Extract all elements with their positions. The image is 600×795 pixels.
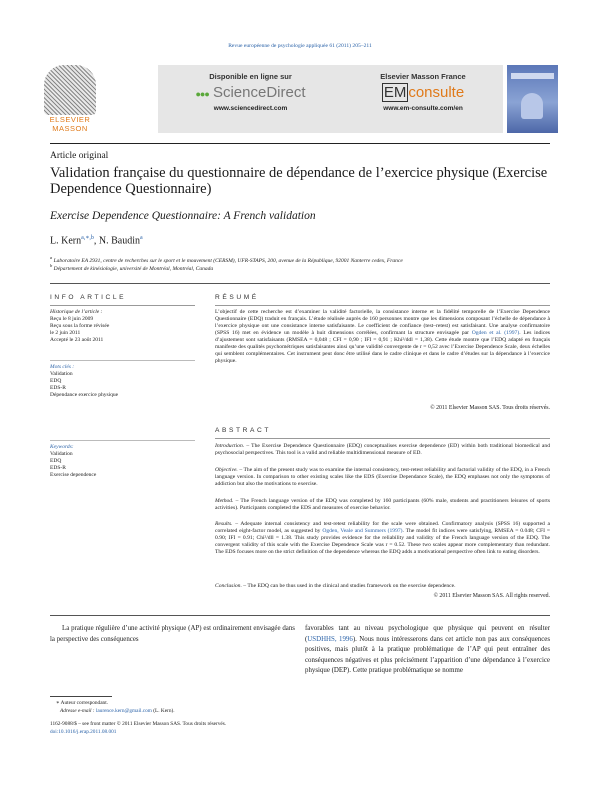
logo-text-elsevier: ELSEVIER (49, 115, 91, 124)
info-separator (50, 440, 195, 441)
abstract-intro: Introduction. – The Exercise Dependence Questionnaire (EDQ) conceptualises exercise dependence (ED) within both traditional biomedical and psychosocial perspectives. This tool is a valid and reliable multidimensional measure of ED. (215, 443, 550, 456)
elsevier-tree-icon (44, 65, 96, 115)
header-divider (50, 143, 550, 144)
em-consulte-logo: EM consulte (383, 84, 465, 101)
em-url-link[interactable]: www.em-consulte.com/en (383, 105, 463, 112)
mot-cle: Validation (50, 371, 73, 377)
keyword: EDS-R (50, 465, 66, 471)
sd-caption: Disponible en ligne sur (209, 72, 292, 81)
mots-cles (50, 364, 195, 399)
citation-link[interactable]: USDHHS, 1996 (307, 635, 353, 643)
citation-link[interactable]: Ogden, Veale and Summers (1997) (322, 528, 403, 534)
mot-cle: EDQ (50, 378, 62, 384)
cover-title-band (511, 73, 554, 79)
abstract-objective: Objective. – The aim of the present study was to examine the internal consistency, test-retest reliability and factorial validity of the EDQ, in a French language version. In comparison to other existing scales like the EDS (Exercise Dependance Scale), the EDQ emphases not only the symptoms of addiction but also the motivations to exercise. (215, 467, 550, 487)
body-left-column: La pratique régulière d’une activité physique (AP) est ordinairement envisagée dans la perspective des conséquences (50, 625, 295, 643)
issn-line: 1162-9088/$ – see front matter © 2011 Elsevier Masson SAS. Tous droits réservés. (50, 721, 227, 727)
article-title: Validation française du questionnaire de dépendance de l’exercice physique (Exercise Dependence Questionnaire) (50, 165, 548, 197)
author-kern-affil[interactable]: a,∗,b (81, 235, 94, 241)
keywords-label: Keywords: (50, 444, 74, 450)
footnote-email: Adresse e-mail : laurence.kern@gmail.com (L. Kern). (60, 708, 175, 714)
author-separator: , (93, 235, 99, 247)
history-item: Reçu sous la forme révisée (50, 323, 110, 329)
history-item: Accepté le 23 août 2011 (50, 337, 104, 343)
author-kern[interactable]: L. Kern (50, 235, 82, 247)
info-article-heading: INFO ARTICLE (50, 294, 127, 301)
resume-copyright: © 2011 Elsevier Masson SAS. Tous droits réservés. (430, 405, 550, 411)
resume-divider (215, 305, 550, 306)
logo-text-masson: MASSON (52, 124, 88, 133)
sd-dots-icon: ●●● (195, 89, 209, 99)
keyword: EDQ (50, 458, 62, 464)
footnote-corresponding: ∗ Auteur correspondant. (56, 700, 109, 706)
sd-url-link[interactable]: www.sciencedirect.com (213, 105, 288, 112)
history-item: Reçu le 8 juin 2009 (50, 316, 94, 322)
abstract-conclusion: Conclusion. – The EDQ can be thus used in the clinical and studies framework on the exercise dependence. (215, 583, 456, 589)
title-divider (50, 283, 550, 284)
journal-cover-thumbnail[interactable] (507, 65, 558, 133)
abstract-copyright: © 2011 Elsevier Masson SAS. All rights reserved. (433, 593, 550, 599)
em-caption: Elsevier Masson France (380, 72, 466, 81)
em-consulte-block[interactable] (348, 72, 498, 112)
article-history (50, 309, 195, 344)
sciencedirect-block[interactable] (168, 72, 333, 112)
abstract-heading: ABSTRACT (215, 427, 271, 434)
footnote-divider (50, 696, 112, 697)
mot-cle: EDS-R (50, 385, 66, 391)
doi-line (50, 729, 350, 736)
keywords (50, 444, 195, 479)
info-divider (50, 305, 195, 306)
body-right-column: favorables tant au niveau psychologique que physique qui peuvent en résulter (USDHHS, 1996). Nous nous intéresserons dans cet article non pas aux conséquences positives, mais plutôt à la pratique problématique de l’AP qui peut entraîner des conséquences négatives et plus précisément l’apparition d’une dépendance à l’exercice physique (DEP). Cette pratique problématique se nomme (305, 625, 550, 675)
publisher-banner (41, 65, 558, 133)
history-item: le 2 juin 2011 (50, 330, 81, 336)
online-availability-box (158, 65, 503, 133)
journal-citation: Revue européenne de psychologie appliquée 61 (2011) 205–211 (228, 43, 372, 49)
mot-cle: Dépendance exercice physique (50, 392, 119, 398)
article-subtitle: Exercise Dependence Questionnaire: A French validation (50, 210, 316, 222)
abstract-divider (215, 438, 550, 439)
author-baudin-affil[interactable]: a (139, 235, 143, 241)
resume-heading: RÉSUMÉ (215, 294, 259, 301)
keyword: Validation (50, 451, 73, 457)
article-type: Article original (50, 151, 109, 161)
mots-cles-label: Mots clés : (50, 364, 75, 370)
info-separator (50, 360, 195, 361)
citation-link[interactable]: Ogden et al. (1997) (471, 330, 520, 336)
affiliation-a: $^a$ Laboratoire EA 2931, centre de recherches sur le sport et le mouvement (CERSM), UFR-STAPS, 200, avenue de la République, 92001 Nanterre cedex, France (50, 255, 403, 264)
email-link[interactable]: laurence.kern@gmail.com (95, 708, 152, 714)
doi-link[interactable]: doi:10.1016/j.erap.2011.08.001 (50, 729, 117, 735)
authors (50, 234, 143, 246)
abstract-method: Method. – The French language version of the EDQ was completed by 160 participants (60% male, students and practitioners leisures of sports activities). Participants completed the EDS and measures of exercise behavior. (215, 498, 550, 511)
body-divider (50, 615, 550, 616)
abstract-results: Results. – Adequate internal consistency and test-retest reliability for the scale were obtained. Confirmatory analysis (SPSS 16) supported a correlated eight-factor model, as suggested by Ogden, Veale and Summers (1997). The model fit indices were satisfying, RMSEA = 0.048; CFI = 0.90; IFI = 0.91; Chi²/dll = 1.38. This study provides evidence for the reliability and validity of the French language version of the EDQ. The convergent validity of this scale with the Exercise Dependence Scale was r = 0.52. These two scales appear more complementary than redundant. The EDS focuses more on the strict definition of the dependence whereas the EDQ adds a motivational perspective often link to eating disorders. (215, 521, 550, 555)
keyword: Exercise dependence (50, 472, 97, 478)
sciencedirect-logo: ●●● ScienceDirect (195, 84, 306, 101)
cover-figure-icon (521, 93, 543, 119)
history-label: Historique de l’article : (50, 309, 103, 315)
elsevier-logo[interactable] (41, 65, 99, 133)
affiliation-b: $^b$ Département de kinésiologie, université de Montréal, Montréal, Canada (50, 263, 214, 272)
resume-text: L’objectif de cette recherche est d’examiner la validité factorielle, la consistance interne et la fidélité temporelle de l’Exercise Dependence Questionnaire (EDQ) traduit en français. L’étude réalisée auprès de 160 personnes montre que les dimensions composant l’échelle de dépendance à l’exercice physique ont une consistance interne satisfaisante. Le coefficient de confiance (test–retest) est satisfaisant. Une analyse confirmatoire (SPSS 16) met en évidence un modèle à huit dimensions corrélées, confirmant la structure envisagée par Ogden et al. (1997). Les indices d’ajustement sont satisfaisants (RMSEA = 0,048 ; CFI = 0,90 ; IFI = 0,91 ; Khi²/ddl = 1,38). Cette étude montre que l’EDQ adapté en français manifeste des qualités psychométriques satisfaisantes ainsi qu’une validité convergente de r = 0,52 avec l’Exercise Dependence Scale, deux échelles qui semblent complémentaires. Cet instrument peut donc être utilisé dans le cadre clinique et dans le cadre d’études sur la dépendance à l’exercice physique. (215, 309, 550, 364)
author-baudin[interactable]: N. Baudin (98, 235, 140, 247)
